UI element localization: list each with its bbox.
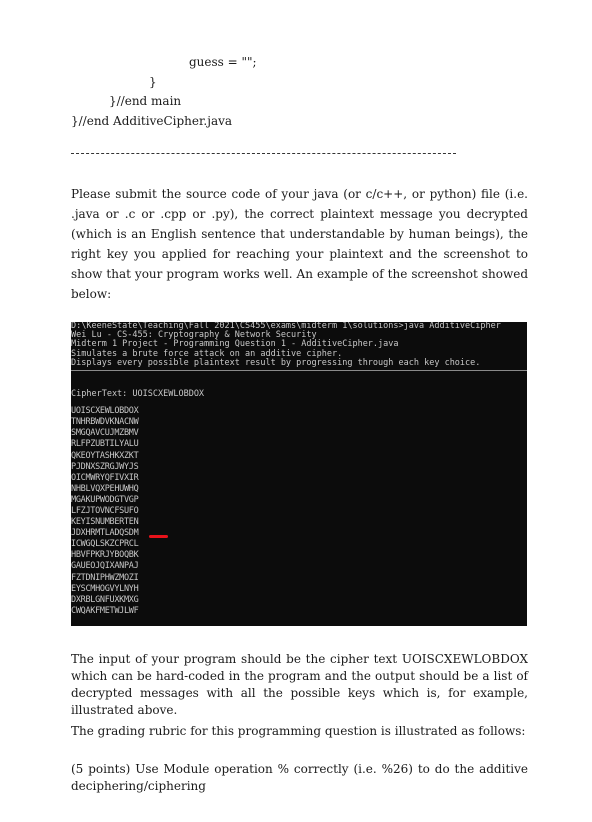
instructions-paragraph-3: The grading rubric for this programming question is illustrated as follows: bbox=[71, 724, 526, 738]
code-line-brace: } bbox=[149, 75, 157, 89]
console-result-line: EYSCMHOGVYLNYH bbox=[71, 583, 139, 594]
instructions-paragraph-2: The input of your program should be the cipher text UOISCXEWLOBDOX which can be hard-coded in the program and the output should be a list of decrypted messages with all the possible keys which is, for example, illustrated above. bbox=[71, 652, 528, 717]
console-separator bbox=[71, 370, 527, 371]
console-result-line: SMGQAVCUJMZBMV bbox=[71, 428, 139, 439]
console-result-line: OICMWRYQFIVXIR bbox=[71, 472, 139, 483]
code-line-end-class: }//end AdditiveCipher.java bbox=[71, 114, 233, 128]
console-header-line: Simulates a brute force attack on an additive cipher. bbox=[71, 348, 343, 359]
instructions-paragraph-4: (5 points) Use Module operation % correctly (i.e. %26) to do the additive deciphering/ciphering bbox=[71, 762, 528, 793]
console-result-line: TNHRBWDVKNACNW bbox=[71, 417, 139, 428]
console-screenshot bbox=[71, 322, 527, 626]
console-ciphertext-label: CipherText: UOISCXEWLOBDOX bbox=[71, 388, 205, 399]
console-result-line: MGAKUPWODGTVGP bbox=[71, 494, 139, 505]
console-result-line: PJDNXSZRGJWYJS bbox=[71, 461, 139, 472]
console-result-line: JDXHRMTLADQSDM bbox=[71, 528, 139, 539]
console-result-line: DXRBLGNFUXKMXG bbox=[71, 594, 139, 605]
console-command-line: D:\KeeneState\Teaching\Fall 2021\CS455\exams\midterm 1\solutions>java AdditiveCipher bbox=[71, 322, 501, 331]
console-result-line: CWQAKFMETWJLWF bbox=[71, 605, 139, 616]
section-divider bbox=[71, 153, 456, 154]
instructions-paragraph-1: Please submit the source code of your java (or c/c++, or python) file (i.e. .java or .c or .cpp or .py), the correct plaintext message you decrypted (which is an English sentence that understandable by human beings), the right key you applied for reaching your plaintext and the screenshot to show that your program works well. An example of the screenshot showed below: bbox=[71, 187, 528, 301]
code-line-end-main: }//end main bbox=[109, 94, 182, 108]
console-header-line: Displays every possible plaintext result by progressing through each key choice. bbox=[71, 357, 481, 368]
console-result-line: FZTDNIPHWZMOZI bbox=[71, 572, 139, 583]
console-results-list bbox=[71, 406, 527, 617]
console-result-line-answer: KEYISNUMBERTEN bbox=[71, 517, 139, 528]
code-line-guess: guess = ""; bbox=[189, 55, 257, 69]
console-header-line: Midterm 1 Project - Programming Question 1 - AdditiveCipher.java bbox=[71, 339, 399, 350]
console-result-line: LFZJTOVNCFSUFO bbox=[71, 505, 139, 516]
console-result-line: ICWGQLSKZCPRCL bbox=[71, 539, 139, 550]
console-result-line: QKEOYTASHKXZKT bbox=[71, 450, 139, 461]
highlight-marker bbox=[149, 535, 168, 538]
console-result-line: NHBLVQXPEHUWHQ bbox=[71, 483, 139, 494]
console-result-line: UOISCXEWLOBDOX bbox=[71, 406, 139, 417]
console-header-line: Wei Lu - CS-455: Cryptography & Network Security bbox=[71, 330, 317, 341]
console-result-line: RLFPZUBTILYALU bbox=[71, 439, 139, 450]
console-result-line: GAUEOJQIXANPAJ bbox=[71, 561, 139, 572]
console-result-line: HBVFPKRJYBOQBK bbox=[71, 550, 139, 561]
